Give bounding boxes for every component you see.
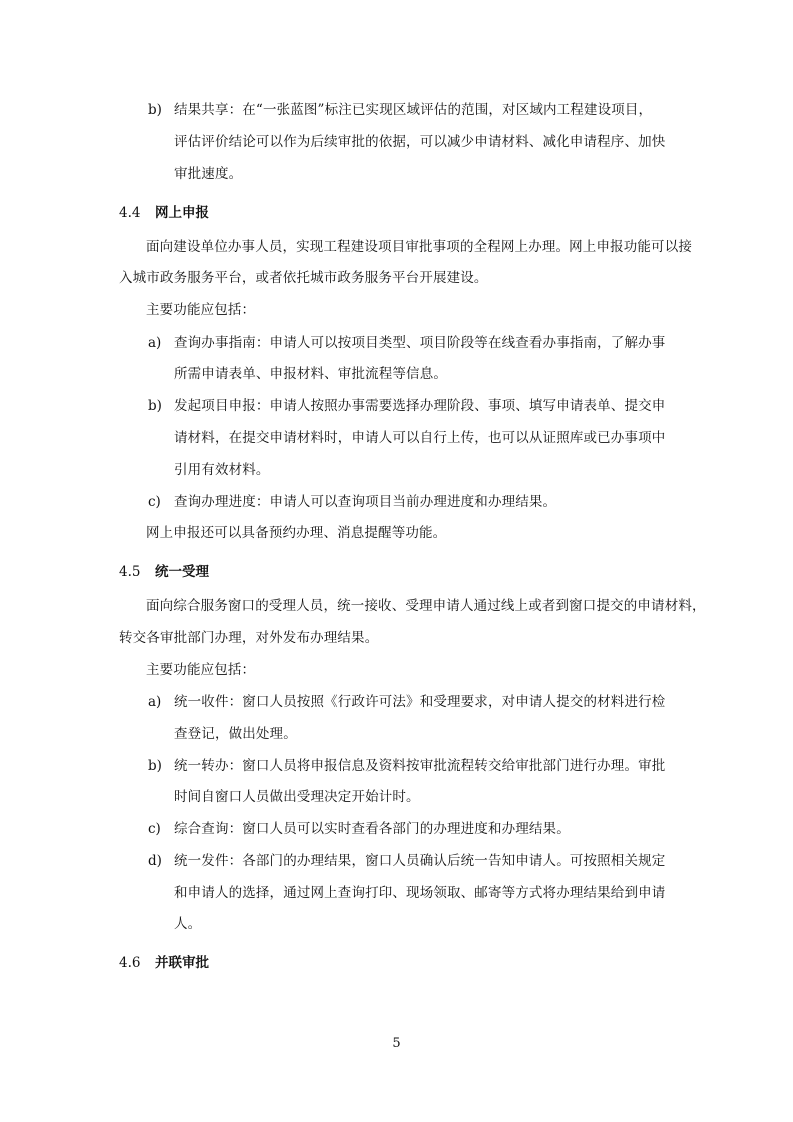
list-item-line: 查登记，做出处理。 [174, 726, 297, 742]
list-marker: b) [148, 758, 162, 774]
list-marker: c) [148, 494, 161, 510]
list-item-line: 结果共享：在“一张蓝图”标注已实现区域评估的范围，对区域内工程建设项目， [174, 102, 653, 118]
section-title: 统一受理 [155, 564, 209, 580]
page-number: 5 [392, 1036, 401, 1051]
list-item-line: 评估评价结论可以作为后续审批的依据，可以减少申请材料、减化申请程序、加快 [174, 134, 666, 150]
list-item-line: 时间自窗口人员做出受理决定开始计时。 [174, 789, 420, 805]
list-item-line: 引用有效材料。 [174, 462, 270, 478]
section-number: 4.4 [119, 205, 141, 221]
list-marker: a) [148, 335, 162, 351]
list-marker: d) [148, 853, 162, 869]
list-item-line: 统一收件：窗口人员按照《行政许可法》和受理要求，对申请人提交的材料进行检 [174, 694, 666, 710]
list-marker: b) [148, 398, 162, 414]
list-item-line: 统一转办：窗口人员将申报信息及资料按审批流程转交给审批部门进行办理。审批 [174, 758, 666, 774]
paragraph-line: 面向建设单位办事人员，实现工程建设项目审批事项的全程网上办理。网上申报功能可以接 [146, 239, 692, 255]
list-marker: a) [148, 694, 162, 710]
list-item-line: 查询办理进度：申请人可以查询项目当前办理进度和办理结果。 [174, 494, 557, 510]
list-item-line: 统一发件：各部门的办理结果，窗口人员确认后统一告知申请人。可按照相关规定 [174, 853, 666, 869]
paragraph-line: 转交各审批部门办理，对外发布办理结果。 [119, 630, 379, 646]
section-heading-4-6 [119, 954, 209, 973]
paragraph-line: 网上申报还可以具备预约办理、消息提醒等功能。 [146, 525, 447, 541]
list-item-line: 和申请人的选择，通过网上查询打印、现场领取、邮寄等方式将办理结果给到申请 [174, 885, 666, 901]
section-heading-4-4 [119, 204, 209, 223]
list-item-line: 发起项目申报：申请人按照办事需要选择办理阶段、事项、填写申请表单、提交申 [174, 398, 666, 414]
list-marker: c) [148, 821, 161, 837]
paragraph-line: 面向综合服务窗口的受理人员，统一接收、受理申请人通过线上或者到窗口提交的申请材料， [146, 598, 706, 614]
list-marker: b) [148, 102, 162, 118]
section-number: 4.6 [119, 955, 141, 971]
list-item-line: 所需申请表单、申报材料、审批流程等信息。 [174, 366, 447, 382]
list-item-line: 人。 [174, 916, 202, 932]
section-title: 并联审批 [155, 955, 209, 971]
functions-label: 主要功能应包括： [146, 662, 256, 678]
list-item-line: 审批速度。 [174, 166, 243, 182]
paragraph-line: 入城市政务服务平台，或者依托城市政务服务平台开展建设。 [119, 270, 488, 286]
list-item-line: 请材料，在提交申请材料时，申请人可以自行上传，也可以从证照库或已办事项中 [174, 430, 666, 446]
list-item-line: 查询办事指南：申请人可以按项目类型、项目阶段等在线查看办事指南，了解办事 [174, 335, 666, 351]
section-heading-4-5 [119, 563, 209, 582]
list-item-line: 综合查询：窗口人员可以实时查看各部门的办理进度和办理结果。 [174, 821, 570, 837]
section-number: 4.5 [119, 564, 141, 580]
section-title: 网上申报 [155, 205, 209, 221]
functions-label: 主要功能应包括： [146, 302, 256, 318]
